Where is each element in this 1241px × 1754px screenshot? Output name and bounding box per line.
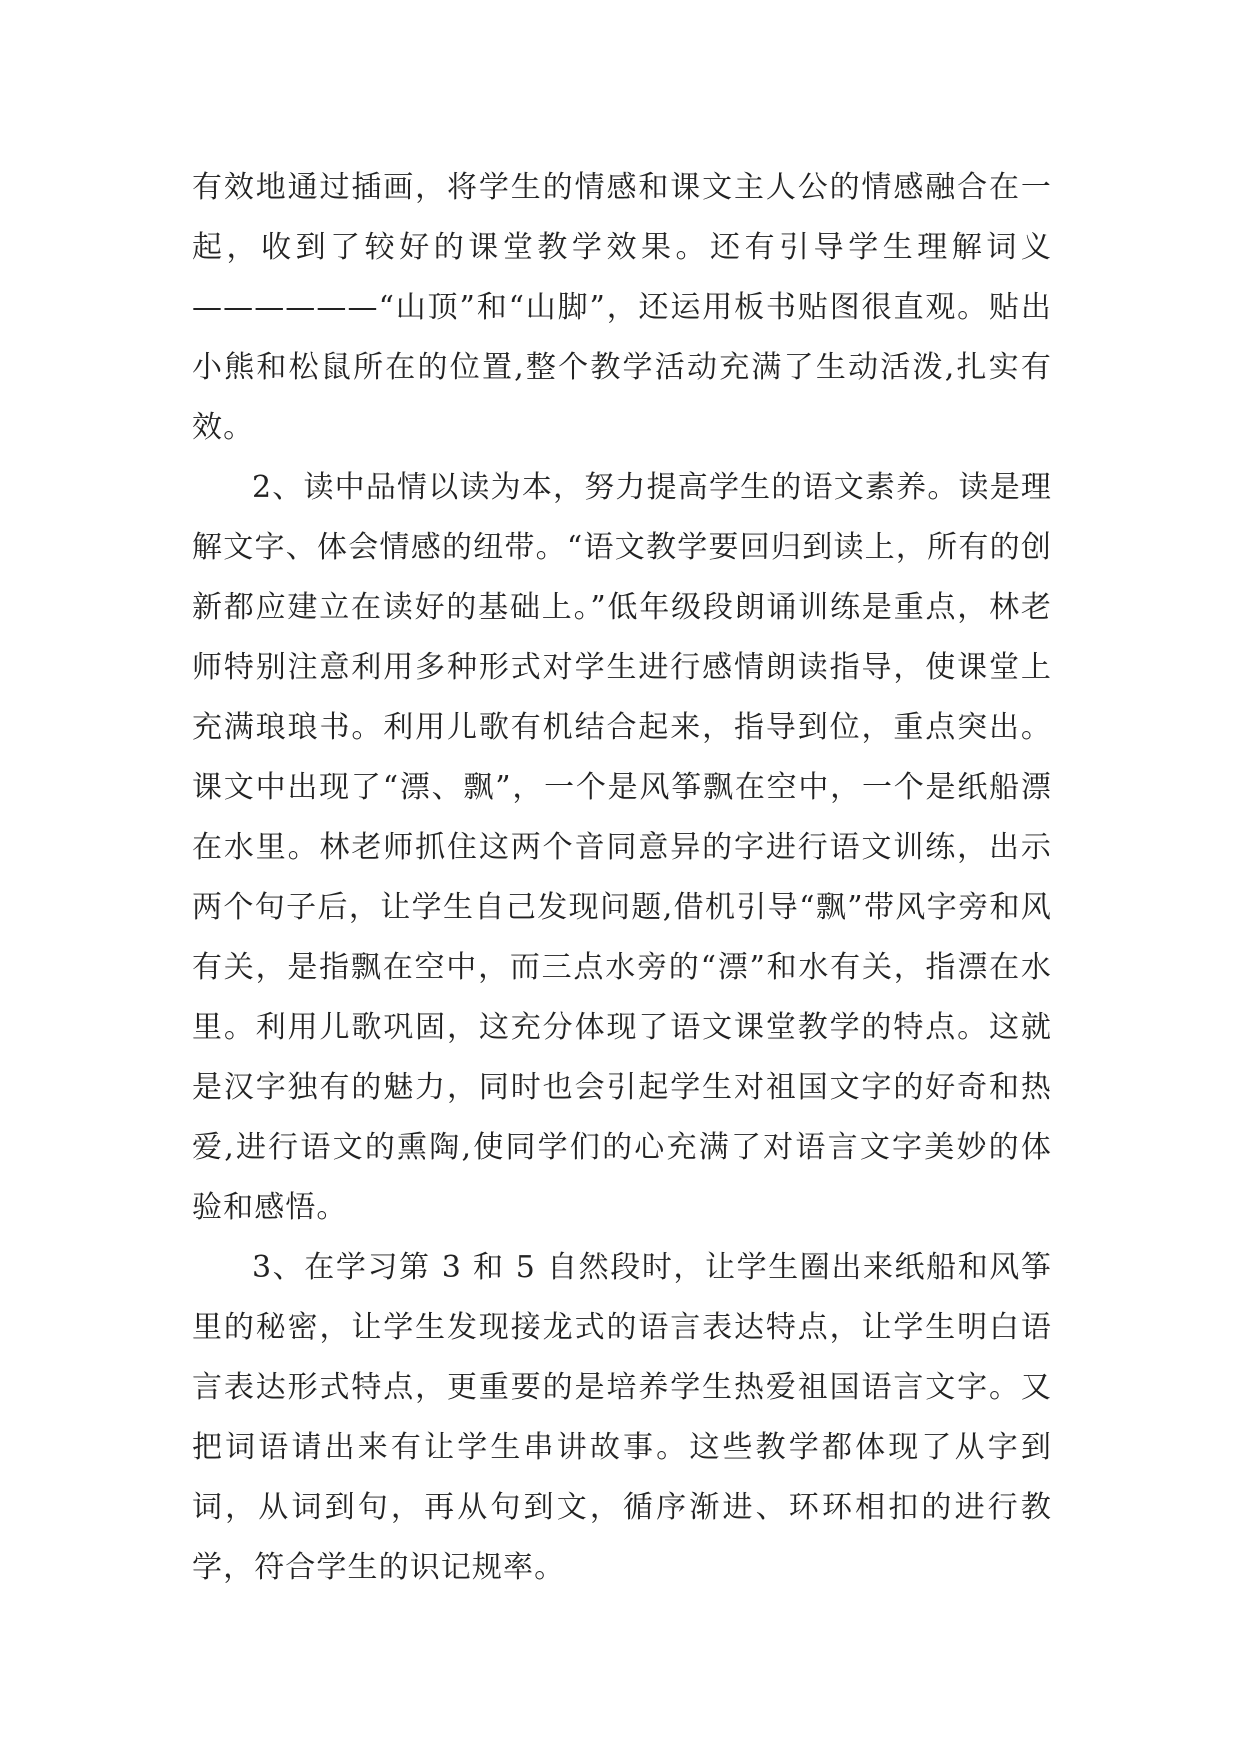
document-body — [192, 158, 1052, 1598]
paragraph-3: 3、在学习第 3 和 5 自然段时，让学生圈出来纸船和风筝里的秘密，让学生发现接龙式的语言表达特点，让学生明白语言表达形式特点，更重要的是培养学生热爱祖国语言文字。又把词语请出来有让学生串讲故事。这些教学都体现了从字到词，从词到句，再从句到文，循序渐进、环环相扣的进行教学，符合学生的识记规率。 — [192, 1250, 1052, 1585]
paragraph-1: 有效地通过插画，将学生的情感和课文主人公的情感融合在一起，收到了较好的课堂教学效果。还有引导学生理解词义——————“山顶”和“山脚”，还运用板书贴图很直观。贴出小熊和松鼠所在的位置,整个教学活动充满了生动活泼,扎实有效。 — [192, 170, 1052, 445]
paragraph-2: 2、读中品情以读为本，努力提高学生的语文素养。读是理解文字、体会情感的纽带。“语文教学要回归到读上，所有的创新都应建立在读好的基础上。”低年级段朗诵训练是重点，林老师特别注意利用多种形式对学生进行感情朗读指导，使课堂上充满琅琅书。利用儿歌有机结合起来，指导到位，重点突出。课文中出现了“漂、飘”，一个是风筝飘在空中，一个是纸船漂在水里。林老师抓住这两个音同意异的字进行语文训练，出示两个句子后，让学生自己发现问题,借机引导“飘”带风字旁和风有关，是指飘在空中，而三点水旁的“漂”和水有关，指漂在水里。利用儿歌巩固，这充分体现了语文课堂教学的特点。这就是汉字独有的魅力，同时也会引起学生对祖国文字的好奇和热爱,进行语文的熏陶,使同学们的心充满了对语言文字美妙的体验和感悟。 — [192, 470, 1052, 1225]
